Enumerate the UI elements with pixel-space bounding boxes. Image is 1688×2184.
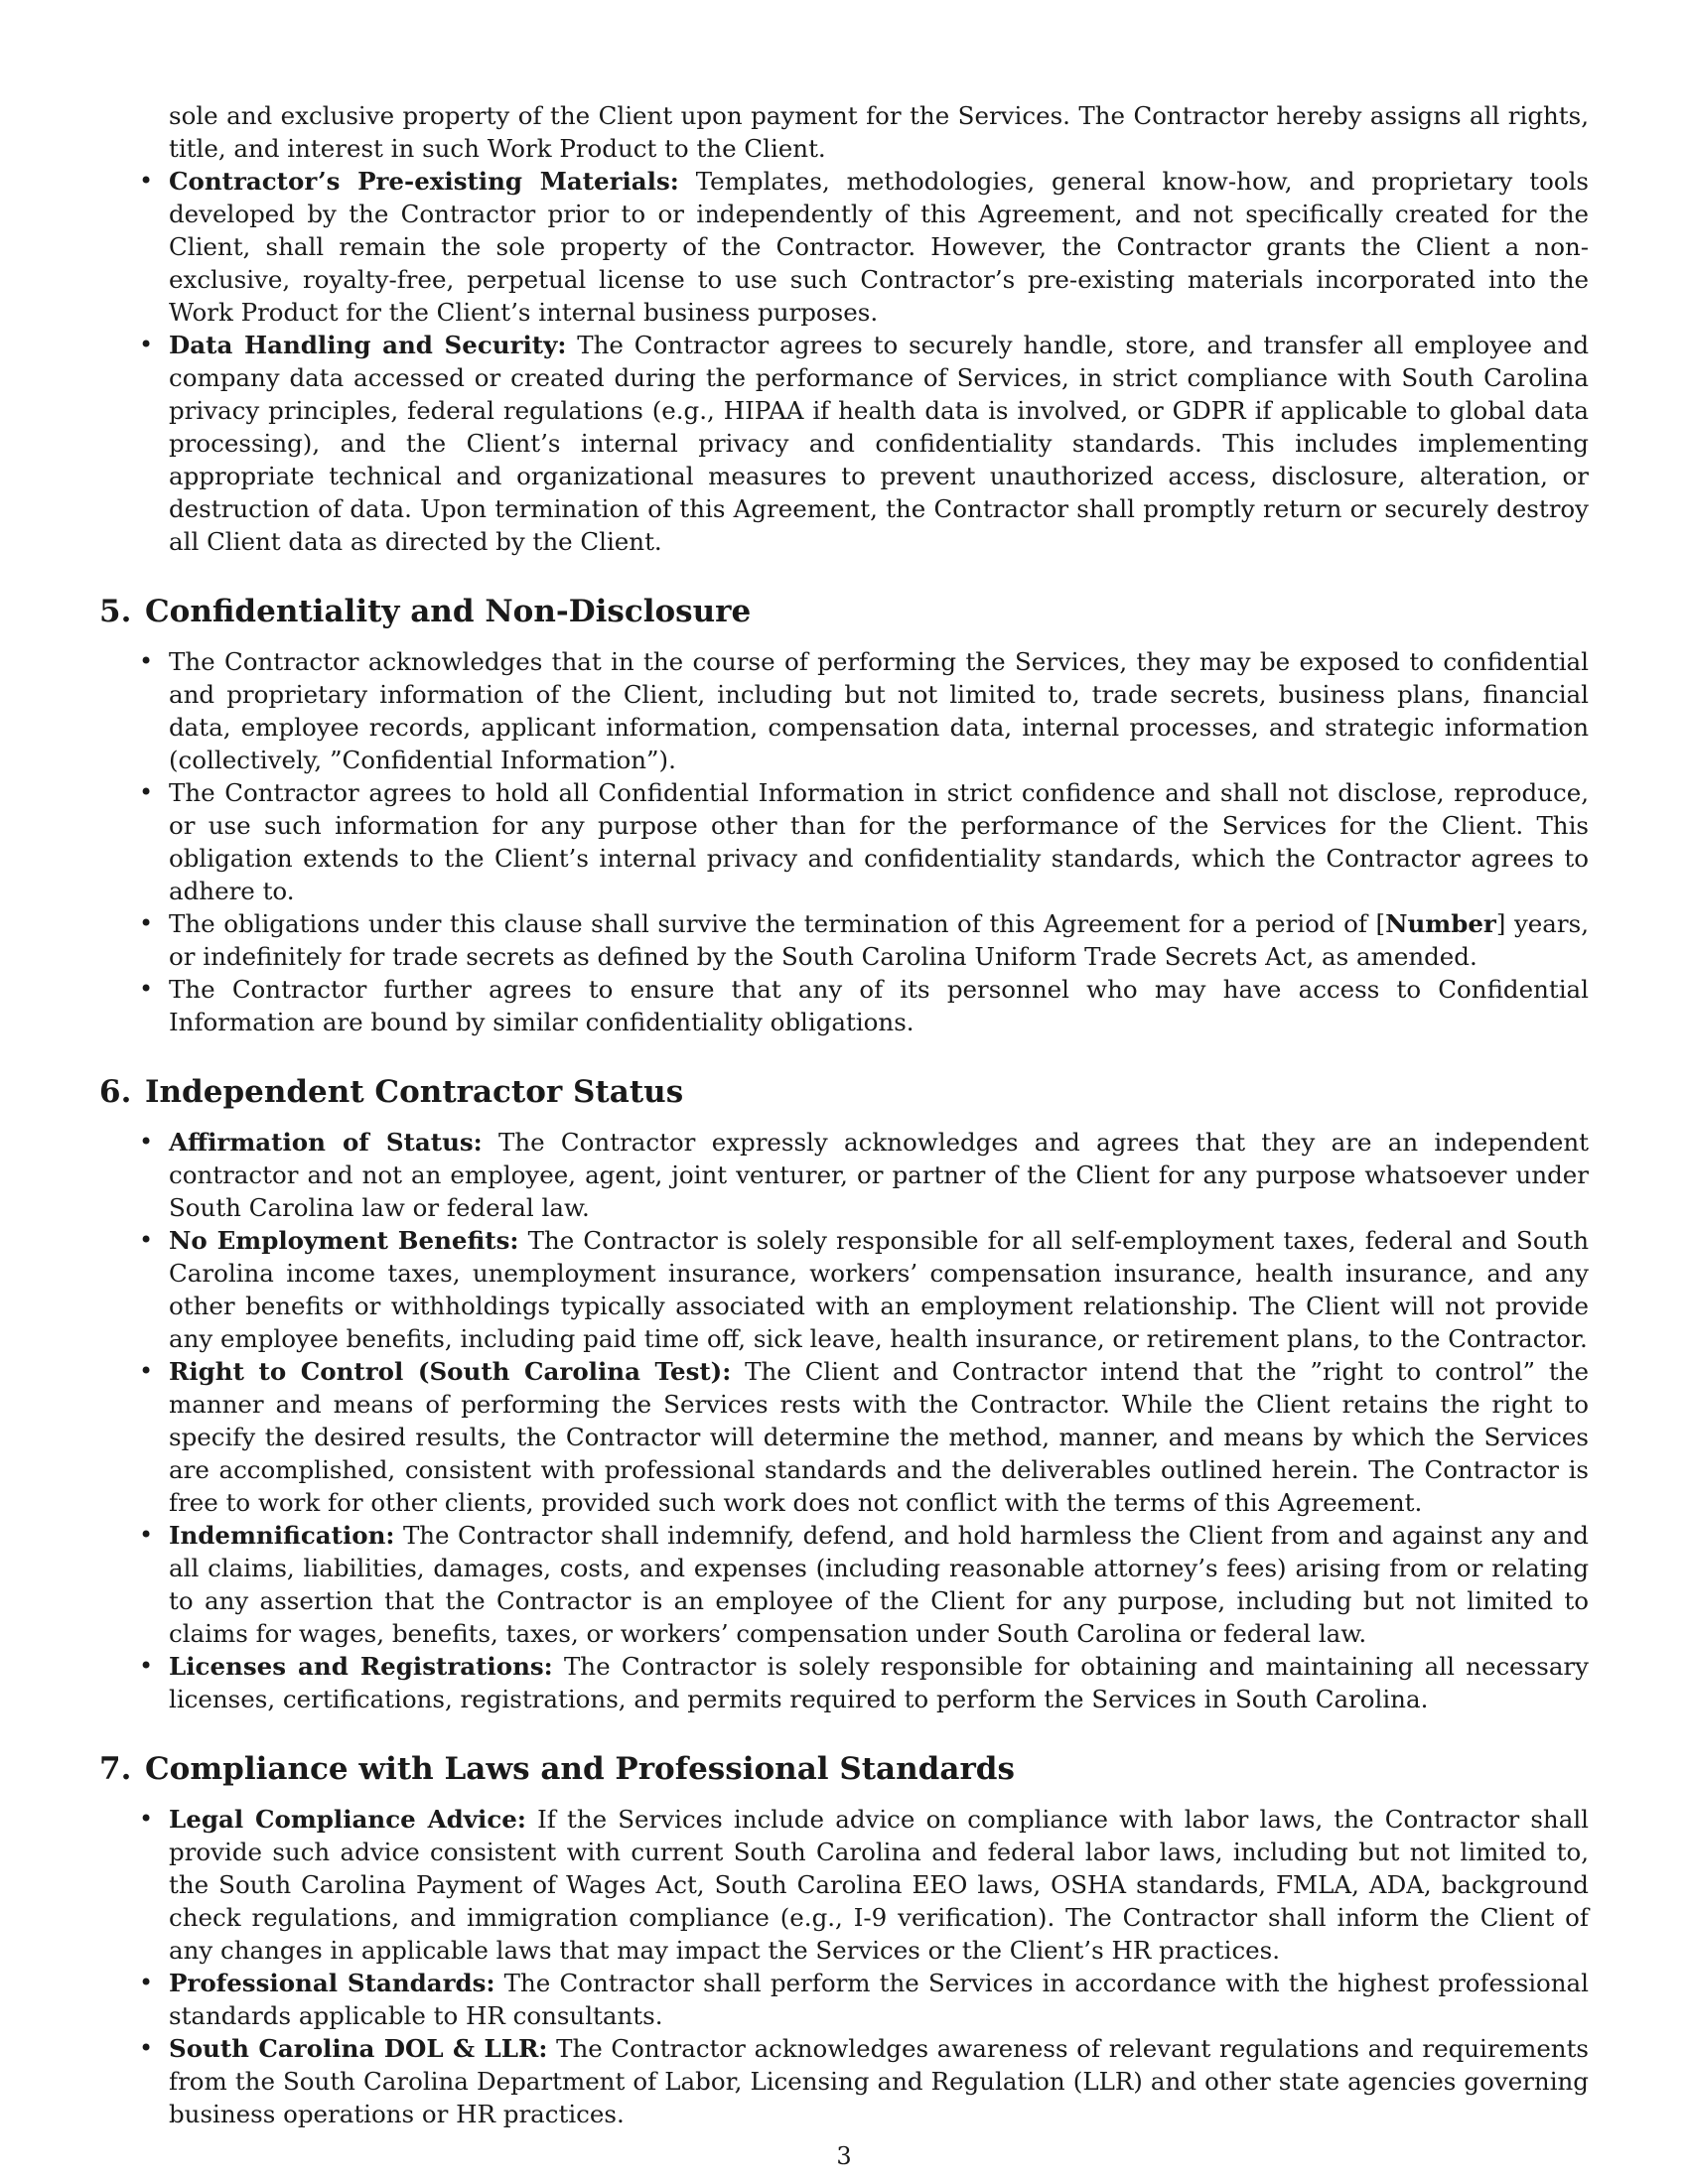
- item-text: The obligations under this clause shall survive the termination of this Agreement for a period of [: [169, 909, 1386, 938]
- bullet-icon: •: [139, 1652, 154, 1680]
- section-heading-7: [99, 1749, 1589, 1789]
- section7-list: [99, 1803, 1589, 2130]
- list-item: [99, 1355, 1589, 1519]
- list-item: [99, 973, 1589, 1038]
- section-number: 5.: [99, 594, 132, 629]
- section-number: 7.: [99, 1751, 132, 1787]
- section-title: Independent Contractor Status: [145, 1074, 684, 1110]
- item-text: The Contractor shall perform the Services in accordance with the highest professional standards applicable to HR consultants.: [169, 1969, 1590, 2030]
- item-text: The Contractor acknowledges awareness of relevant regulations and requirements from the South Carolina Department of Labor, Licensing and Regulation (LLR) and other state agencies governing business operations or HR practices.: [169, 2034, 1590, 2128]
- section-title: Compliance with Laws and Professional Standards: [145, 1751, 1015, 1787]
- list-item: [99, 776, 1589, 907]
- list-item: [99, 1967, 1589, 2032]
- section-number: 6.: [99, 1074, 132, 1110]
- section-heading-5: [99, 592, 1589, 631]
- section5-list: [99, 645, 1589, 1038]
- list-item: [99, 907, 1589, 973]
- item-label: Contractor’s Pre-existing Materials:: [169, 167, 679, 196]
- bullet-icon: •: [139, 331, 154, 358]
- item-label: Professional Standards:: [169, 1969, 495, 1997]
- bullet-icon: •: [139, 909, 154, 937]
- bullet-icon: •: [139, 778, 154, 806]
- item-label: South Carolina DOL & LLR:: [169, 2034, 548, 2063]
- continuation-text: sole and exclusive property of the Client upon payment for the Services. The Contractor hereby assigns all rights, title, and interest in such Work Product to the Client.: [169, 101, 1589, 163]
- item-text: The Contractor expressly acknowledges and agrees that they are an independent contractor and not an employee, agent, joint venturer, or partner of the Client for any purpose whatsoever under South Carolina law or federal law.: [169, 1128, 1589, 1222]
- placeholder-number: Number: [1385, 909, 1496, 938]
- list-item: [99, 1803, 1589, 1967]
- bullet-icon: •: [139, 2034, 154, 2062]
- item-text: The Contractor is solely responsible for obtaining and maintaining all necessary licenses, certifications, registrations, and permits required to perform the Services in South Carolina.: [169, 1652, 1589, 1713]
- item-label: Right to Control (South Carolina Test):: [169, 1357, 732, 1386]
- list-item: [99, 1126, 1589, 1224]
- section-heading-6: [99, 1072, 1589, 1112]
- list-item: [99, 1519, 1589, 1650]
- item-label: Indemnification:: [169, 1521, 395, 1550]
- list-item: [99, 1650, 1589, 1715]
- bullet-icon: •: [139, 1357, 154, 1385]
- list-item: [99, 1224, 1589, 1355]
- bullet-icon: •: [139, 1805, 154, 1833]
- bullet-icon: •: [139, 1226, 154, 1254]
- page-content: [99, 99, 1589, 2130]
- bullet-icon: •: [139, 167, 154, 195]
- section-title: Confidentiality and Non-Disclosure: [145, 594, 752, 629]
- item-text: ] years, or indefinitely for trade secrets as defined by the South Carolina Uniform Trade Secrets Act, as amended.: [169, 909, 1589, 971]
- item-label: Data Handling and Security:: [169, 331, 567, 359]
- item-text: The Contractor agrees to securely handle, store, and transfer all employee and company data accessed or created during the performance of Services, in strict compliance with South Carolina privacy principles, federal regulations (e.g., HIPAA if health data is involved, or GDPR if applicable to global data processing), and the Client’s internal privacy and confidentiality standards. This includes implementing appropriate technical and organizational measures to prevent unauthorized access, disclosure, alteration, or destruction of data. Upon termination of this Agreement, the Contractor shall promptly return or securely destroy all Client data as directed by the Client.: [169, 331, 1589, 556]
- bullet-icon: •: [139, 647, 154, 675]
- bullet-icon: •: [139, 1521, 154, 1549]
- item-text: The Contractor acknowledges that in the course of performing the Services, they may be exposed to confidential and proprietary information of the Client, including but not limited to, trade secrets, business plans, financial data, employee records, applicant information, compensation data, internal processes, and strategic information (collectively, ”Confidential Information”).: [169, 647, 1589, 774]
- item-text: The Contractor shall indemnify, defend, and hold harmless the Client from and against any and all claims, liabilities, damages, costs, and expenses (including reasonable attorney’s fees) arising from or relating to any assertion that the Contractor is an employee of the Client for any purpose, including but not limited to claims for wages, benefits, taxes, or workers’ compensation under South Carolina or federal law.: [169, 1521, 1589, 1648]
- list-item-continuation: [99, 99, 1589, 165]
- item-text: If the Services include advice on compliance with labor laws, the Contractor shall provide such advice consistent with current South Carolina and federal labor laws, including but not limited to, the South Carolina Payment of Wages Act, South Carolina EEO laws, OSHA standards, FMLA, ADA, background check regulations, and immigration compliance (e.g., I-9 verification). The Contractor shall inform the Client of any changes in applicable laws that may impact the Services or the Client’s HR practices.: [169, 1805, 1589, 1965]
- bullet-icon: •: [139, 1128, 154, 1156]
- item-label: Legal Compliance Advice:: [169, 1805, 526, 1834]
- bullet-icon: •: [139, 975, 154, 1003]
- item-text: The Contractor agrees to hold all Confidential Information in strict confidence and shall not disclose, reproduce, or use such information for any purpose other than for the performance of the Services for the Client. This obligation extends to the Client’s internal privacy and confidentiality standards, which the Contractor agrees to adhere to.: [169, 778, 1589, 905]
- item-text: The Contractor further agrees to ensure that any of its personnel who may have access to Confidential Information are bound by similar confidentiality obligations.: [169, 975, 1589, 1036]
- item-label: No Employment Benefits:: [169, 1226, 519, 1255]
- page-number: 3: [836, 2142, 852, 2170]
- list-item: [99, 329, 1589, 558]
- item-text: The Contractor is solely responsible for all self-employment taxes, federal and South Carolina income taxes, unemployment insurance, workers’ compensation insurance, health insurance, and any other benefits or withholdings typically associated with an employment relationship. The Client will not provide any employee benefits, including paid time off, sick leave, health insurance, or retirement plans, to the Contractor.: [169, 1226, 1589, 1353]
- list-item: [99, 2032, 1589, 2130]
- bullet-icon: •: [139, 1969, 154, 1996]
- item-text: Templates, methodologies, general know-how, and proprietary tools developed by the Contractor prior to or independently of this Agreement, and not specifically created for the Client, shall remain the sole property of the Contractor. However, the Contractor grants the Client a non-exclusive, royalty-free, perpetual license to use such Contractor’s pre-existing materials incorporated into the Work Product for the Client’s internal business purposes.: [169, 167, 1589, 327]
- item-text: The Client and Contractor intend that the ”right to control” the manner and means of performing the Services rests with the Contractor. While the Client retains the right to specify the desired results, the Contractor will determine the method, manner, and means by which the Services are accomplished, consistent with professional standards and the deliverables outlined herein. The Contractor is free to work for other clients, provided such work does not conflict with the terms of this Agreement.: [169, 1357, 1589, 1517]
- ip-list: [99, 99, 1589, 558]
- list-item: [99, 165, 1589, 329]
- item-label: Licenses and Registrations:: [169, 1652, 553, 1681]
- section6-list: [99, 1126, 1589, 1715]
- item-label: Affirmation of Status:: [169, 1128, 483, 1157]
- list-item: [99, 645, 1589, 776]
